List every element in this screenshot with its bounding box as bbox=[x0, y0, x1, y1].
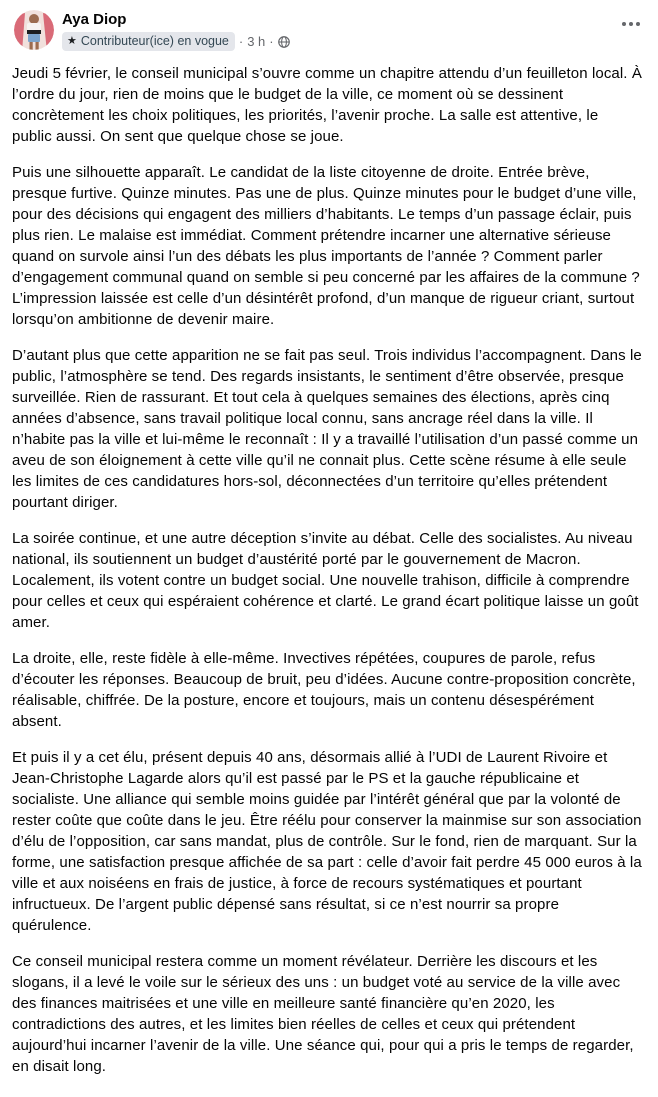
header-text bbox=[62, 10, 644, 51]
post-paragraph: Jeudi 5 février, le conseil municipal s’ouvre comme un chapitre attendu d’un feuilleton local. À l’ordre du jour, rien de moins que le budget de la ville, ce moment où se dessinent concrètement les choix politiques, les priorités, l’avenir proche. La salle est attentive, le public aussi. On sent que quelque chose se joue. bbox=[12, 65, 642, 145]
post-paragraph: D’autant plus que cette apparition ne se fait pas seul. Trois individus l’accompagnent. Dans le public, l’atmosphère se tend. Des regards insistants, le sentiment d’être observée, presque surveillée. Rien de rassurant. Et tout cela à quelques semaines des élections, après cinq années d’absence, sans travail politique local connu, sans ancrage réel dans la ville. Il n’habite pas la ville et lui-même le reconnaît : Il y a travaillé l’utilisation d’un passé comme un aveu de son éloignement à cette ville qu’il ne connait plus. Cette scène résume à elle seule les limites de ces candidatures hors-sol, déconnectées d’un territoire qu’elles prétendent pourtant diriger. bbox=[12, 347, 642, 511]
post-paragraph: La soirée continue, et une autre déception s’invite au débat. Celle des socialistes. Au niveau national, ils soutiennent un budget d’austérité porté par le gouvernement de Macron. Localement, ils votent contre un budget social. Une nouvelle trahison, difficile à comprendre pour celles et ceux qui espéraient cohérence et clarté. Le grand écart politique laisse un goût amer. bbox=[12, 530, 639, 631]
author-name[interactable]: Aya Diop bbox=[62, 11, 127, 28]
globe-icon bbox=[278, 36, 290, 48]
post-meta-row bbox=[62, 32, 644, 51]
post-paragraph: Et puis il y a cet élu, présent depuis 40 ans, désormais allié à l’UDI de Laurent Rivoire et Jean-Christophe Lagarde alors qu’il est passé par le PS et la gauche républicaine et socialiste. Une alliance qui semble moins guidée par l’intérêt général que par la volonté de rester coûte que coûte dans le jeu. Être réélu pour conserver la mainmise sur son association d’élu de l’opposition, car sans mandat, plus de contrôle. Sur le fond, rien de marquant. Sur la forme, une satisfaction presque affichée de sa part : celle d’avoir fait perdre 45 000 euros à la ville et aux noiséens en frais de justice, à force de recours systématiques et pourtant infructueux. De l’argent public dépensé sans résultat, si ce n’est nourrir sa propre quérulence. bbox=[12, 749, 642, 934]
post-header bbox=[0, 0, 658, 55]
timestamp[interactable]: 3 h bbox=[247, 34, 266, 49]
post-paragraph: Puis une silhouette apparaît. Le candidat de la liste citoyenne de droite. Entrée brève, presque furtive. Quinze minutes. Pas une de plus. Quinze minutes pour le budget d’une ville, pour des décisions qui engagent des milliers d’habitants. Le temps d’un passage éclair, puis plus rien. Le malaise est immédiat. Comment prétendre incarner une alternative sérieuse quand on survole ainsi l’un des débats les plus importants de l’année ? Comment parler d’engagement communal quand on semble si peu concerné par les affaires de la commune ? L’impression laissée est celle d’un désintérêt profond, d’un manque de rigueur criant, surtout lorsqu’on ambitionne de devenir maire. bbox=[12, 164, 640, 328]
contributor-badge bbox=[62, 32, 235, 51]
ellipsis-icon bbox=[636, 22, 640, 26]
badge-label: Contributeur(ice) en vogue bbox=[80, 34, 229, 48]
post-paragraph: La droite, elle, reste fidèle à elle-même. Invectives répétées, coupures de parole, refus d’écouter les réponses. Beaucoup de bruit, peu d’idées. Aucune contre-proposition concrète, réalisable, chiffrée. De la posture, encore et toujours, mais un contenu désespérément absent. bbox=[12, 650, 636, 730]
post-paragraph: Ce conseil municipal restera comme un moment révélateur. Derrière les discours et les slogans, il a levé le voile sur le sérieux des uns : un budget voté au service de la ville avec des finances maitrisées et une ville en meilleure santé financière qu’en 2020, les contradictions des autres, et les limites bien réelles de celles et ceux qui prétendent aujourd’hui incarner l’avenir de la ville. Une séance qui, pour qui a pris le temps de regarder, en disait long. bbox=[12, 953, 634, 1075]
meta-separator: · bbox=[269, 34, 274, 49]
star-icon: ★ bbox=[67, 35, 77, 47]
ellipsis-icon bbox=[629, 22, 633, 26]
profile-photo bbox=[14, 10, 54, 50]
meta-separator: · bbox=[238, 34, 244, 49]
more-options-button[interactable] bbox=[620, 16, 642, 32]
avatar[interactable] bbox=[14, 10, 54, 50]
post-body bbox=[0, 55, 658, 1091]
ellipsis-icon bbox=[622, 22, 626, 26]
